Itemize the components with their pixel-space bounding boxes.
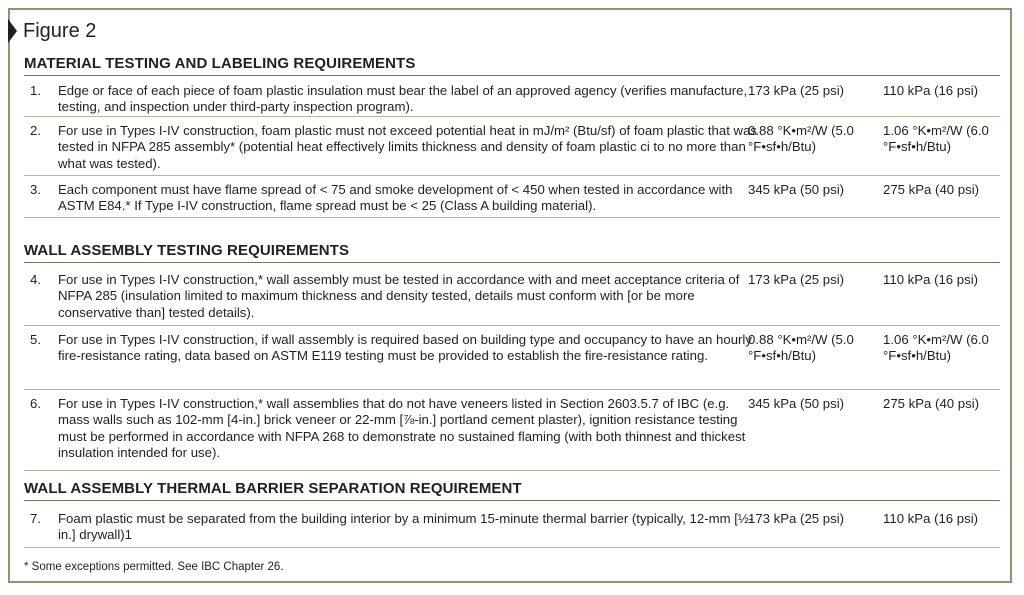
row-value-2: 1.06 °K•m²/W (6.0 °F•sf•h/Btu) [883,332,989,364]
row-number: 6. [30,396,41,411]
section-wall-assembly-testing [24,240,1000,471]
row-value-2: 110 kPa (16 psi) [883,272,979,287]
row-value-2: 275 kPa (40 psi) [883,396,980,411]
triangle-marker-icon [8,19,17,43]
row-value-2: 275 kPa (40 psi) [883,182,980,197]
table-row [24,176,1000,218]
row-value-2: 110 kPa (16 psi) [883,83,979,98]
figure-title-block [8,16,96,46]
row-number: 1. [30,83,41,98]
table-row [24,76,1000,117]
footnote: * Some exceptions permitted. See IBC Chapter 26. [24,561,284,573]
row-value-1: 173 kPa (25 psi) [748,511,845,526]
row-number: 4. [30,272,41,287]
section-heading: WALL ASSEMBLY THERMAL BARRIER SEPARATION REQUIREMENT [24,478,1000,501]
row-value-2: 1.06 °K•m²/W (6.0 °F•sf•h/Btu) [883,123,989,155]
table-row [24,501,1000,548]
row-value-1: 0.88 °K•m²/W (5.0 °F•sf•h/Btu) [748,123,854,155]
row-description: Foam plastic must be separated from the building interior by a minimum 15-minute thermal barrier (typically, 12-mm [½-in.] drywall)1 [58,511,754,543]
table-row [24,326,1000,390]
row-value-1: 345 kPa (50 psi) [748,396,845,411]
row-description: Each component must have flame spread of < 75 and smoke development of < 450 when tested in accordance with ASTM E84.* If Type I-IV construction, flame spread must be < 25 (Class A building material). [58,182,733,214]
row-value-1: 345 kPa (50 psi) [748,182,845,197]
row-number: 7. [30,511,41,526]
table-row [24,117,1000,176]
row-number: 5. [30,332,41,347]
section-heading: WALL ASSEMBLY TESTING REQUIREMENTS [24,240,1000,263]
section-heading: MATERIAL TESTING AND LABELING REQUIREMENTS [24,53,1000,76]
row-description: For use in Types I-IV construction, foam plastic must not exceed potential heat in mJ/m² (Btu/sf) of foam plastic that was tested in NFPA 285 assembly* (potential heat effectively limits thickness and density of foam plastic ci to no more than what was tested). [58,123,757,171]
row-value-1: 173 kPa (25 psi) [748,272,845,287]
figure-title: Figure 2 [23,19,97,42]
row-number: 3. [30,182,41,197]
row-number: 2. [30,123,41,138]
row-description: Edge or face of each piece of foam plastic insulation must bear the label of an approved agency (verifies manufacture, testing, and inspection under third-party inspection program). [58,83,748,115]
row-description: For use in Types I-IV construction,* wall assembly must be tested in accordance with and meet acceptance criteria of NFPA 285 (insulation limited to maximum thickness and density tested, details must conform with [or be more conservative than] tested details). [58,272,740,320]
row-description: For use in Types I-IV construction,* wall assemblies that do not have veneers listed in Section 2603.5.7 of IBC (e.g. mass walls such as 102-mm [4-in.] brick veneer or 22-mm [⅞-in.] portland cement plaster), ignition resistance testing must be performed in accordance with NFPA 268 to demonstrate no sustained flaming (with both thinnest and thickest insulation intended for use). [58,396,746,461]
row-value-1: 0.88 °K•m²/W (5.0 °F•sf•h/Btu) [748,332,854,364]
section-material-testing [24,53,1000,218]
row-value-1: 173 kPa (25 psi) [748,83,845,98]
table-row [24,390,1000,471]
table-row [24,263,1000,326]
section-thermal-barrier [24,478,1000,548]
row-value-2: 110 kPa (16 psi) [883,511,979,526]
row-description: For use in Types I-IV construction, if wall assembly is required based on building type and occupancy to have an hourly fire-resistance rating, data based on ASTM E119 testing must be provided to establish the fire-resistance rating. [58,332,752,364]
